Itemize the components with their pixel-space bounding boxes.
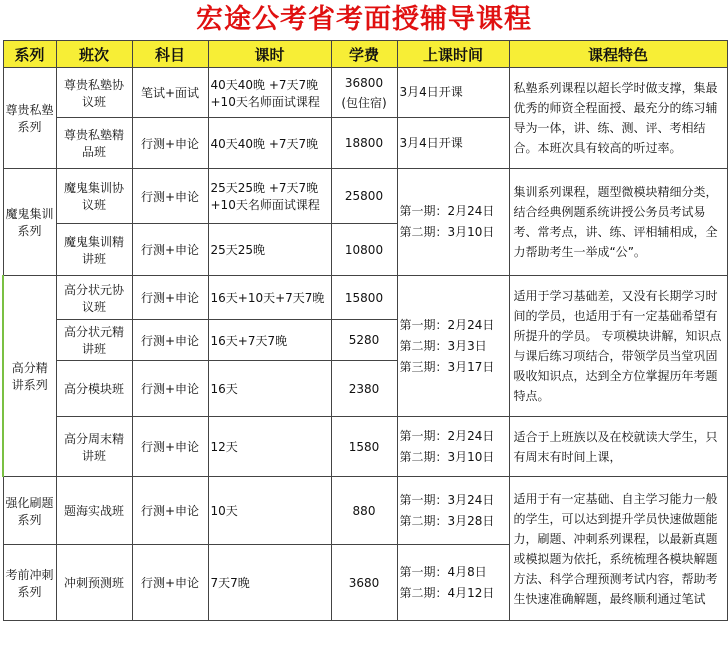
table-row: [3, 276, 727, 320]
table-row: [3, 417, 727, 477]
hours-cell: 16天+10天+7天7晚: [208, 276, 331, 320]
fee-value: 10800: [344, 242, 384, 257]
schedule-cell: [397, 417, 509, 477]
schedule-line: 第二期：3月10日: [399, 449, 495, 464]
series-cell: 考前冲刺系列: [3, 545, 56, 621]
subject-cell: 行测+申论: [132, 320, 208, 361]
hours-cell: 25天25晚 +7天7晚+10天名师面试课程: [208, 169, 331, 224]
schedule-line: 第一期：3月24日: [399, 492, 495, 507]
schedule-cell: [397, 169, 509, 276]
schedule-line: 第二期：3月10日: [399, 225, 495, 239]
fee-cell: [331, 320, 397, 361]
class-cell: 尊贵私塾精品班: [56, 118, 132, 169]
fee-cell: [331, 276, 397, 320]
class-cell: 高分状元协议班: [56, 276, 132, 320]
schedule-cell: [397, 118, 509, 169]
header-hours: 课时: [208, 41, 331, 68]
feature-cell: 适用于有一定基础、自主学习能力一般的学生，可以达到提升学员快速做题能力，刷题、冲刺系列课程，以最新真题或模拟题为依托，系统梳理各模块解题方法、科学合理预测考试内容，帮助考生快速准确解题，最终顺利通过笔试: [509, 477, 727, 621]
page-title: 宏途公考省考面授辅导课程: [196, 4, 532, 35]
hours-cell: 7天7晚: [208, 545, 331, 621]
class-cell: 魔鬼集训精讲班: [56, 224, 132, 276]
schedule-cell: [397, 545, 509, 621]
fee-cell: [331, 417, 397, 477]
feature-cell: 适用于学习基础差，又没有长期学习时间的学员，也适用于有一定基础希望有所提升的学员。 专项模块讲解，知识点与课后练习项结合，带领学员当堂巩固吸收知识点，达到全方位掌握历年考题特点。: [509, 276, 727, 417]
fee-value: 880: [352, 503, 376, 518]
fee-value: 18800: [344, 136, 384, 150]
fee-cell: [331, 477, 397, 545]
schedule-cell: [397, 68, 509, 118]
hours-cell: 12天: [208, 417, 331, 477]
schedule-line: 第一期：2月24日: [399, 428, 495, 443]
class-cell: 高分状元精讲班: [56, 320, 132, 361]
header-series: 系列: [3, 41, 56, 68]
schedule-line: 第三期：3月17日: [399, 359, 495, 374]
fee-note: (包住宿): [341, 95, 387, 110]
fee-cell: [331, 361, 397, 417]
subject-cell: 行测+申论: [132, 169, 208, 224]
feature-cell: 集训系列课程，题型微模块精细分类，结合经典例题系统讲授公务员考试易考、常考点，讲、练、评相辅相成，全力帮助考生一举成“公”。: [509, 169, 727, 276]
hours-cell: 10天: [208, 477, 331, 545]
subject-cell: 行测+申论: [132, 224, 208, 276]
class-cell: 魔鬼集训协议班: [56, 169, 132, 224]
fee-value: 15800: [344, 290, 384, 305]
fee-cell: [331, 545, 397, 621]
feature-cell: 私塾系列课程以超长学时做支撑，集最优秀的师资全程面授、最充分的练习辅导为一体，讲、练、测、评、考相结合。本班次具有较高的听过率。: [509, 68, 727, 169]
schedule-line: 3月4日开课: [399, 135, 463, 150]
table-row: [3, 68, 727, 118]
schedule-cell: [397, 276, 509, 417]
hours-cell: 16天+7天7晚: [208, 320, 331, 361]
header-subject: 科目: [132, 41, 208, 68]
fee-value: 36800: [344, 75, 384, 90]
table-header-row: [3, 41, 727, 68]
subject-cell: 行测+申论: [132, 118, 208, 169]
header-class: 班次: [56, 41, 132, 68]
hours-cell: 25天25晚: [208, 224, 331, 276]
subject-cell: 行测+申论: [132, 477, 208, 545]
subject-cell: 笔试+面试: [132, 68, 208, 118]
fee-value: 2380: [348, 381, 380, 396]
fee-value: 1580: [348, 439, 380, 454]
series-cell: 强化刷题系列: [3, 477, 56, 545]
schedule-cell: [397, 477, 509, 545]
hours-cell: 40天40晚 +7天7晚+10天名师面试课程: [208, 68, 331, 118]
schedule-line: 第一期：4月8日: [399, 564, 487, 579]
fee-value: 25800: [344, 189, 384, 203]
schedule-line: 第一期：2月24日: [399, 317, 495, 332]
fee-cell: [331, 224, 397, 276]
schedule-line: 第一期：2月24日: [399, 204, 495, 218]
feature-cell: 适合于上班族以及在校就读大学生，只有周末有时间上课，: [509, 417, 727, 477]
fee-value: 5280: [348, 333, 380, 347]
schedule-line: 3月4日开课: [399, 85, 463, 99]
schedule-line: 第二期：3月3日: [399, 338, 487, 353]
class-cell: 题海实战班: [56, 477, 132, 545]
subject-cell: 行测+申论: [132, 417, 208, 477]
schedule-line: 第二期：3月28日: [399, 513, 495, 528]
class-cell: 高分周末精讲班: [56, 417, 132, 477]
table-row: [3, 477, 727, 545]
class-cell: 尊贵私塾协议班: [56, 68, 132, 118]
class-cell: 高分模块班: [56, 361, 132, 417]
subject-cell: 行测+申论: [132, 545, 208, 621]
table-row: [3, 169, 727, 224]
series-cell: 尊贵私塾系列: [3, 68, 56, 169]
header-feature: 课程特色: [509, 41, 727, 68]
schedule-line: 第二期：4月12日: [399, 585, 495, 600]
fee-cell: [331, 118, 397, 169]
course-table: [2, 40, 728, 621]
series-cell: 高分精讲系列: [3, 276, 56, 477]
class-cell: 冲刺预测班: [56, 545, 132, 621]
header-fee: 学费: [331, 41, 397, 68]
series-cell: 魔鬼集训系列: [3, 169, 56, 276]
fee-cell: [331, 68, 397, 118]
subject-cell: 行测+申论: [132, 361, 208, 417]
hours-cell: 40天40晚 +7天7晚: [208, 118, 331, 169]
hours-cell: 16天: [208, 361, 331, 417]
subject-cell: 行测+申论: [132, 276, 208, 320]
fee-value: 3680: [348, 575, 380, 590]
header-schedule: 上课时间: [397, 41, 509, 68]
fee-cell: [331, 169, 397, 224]
